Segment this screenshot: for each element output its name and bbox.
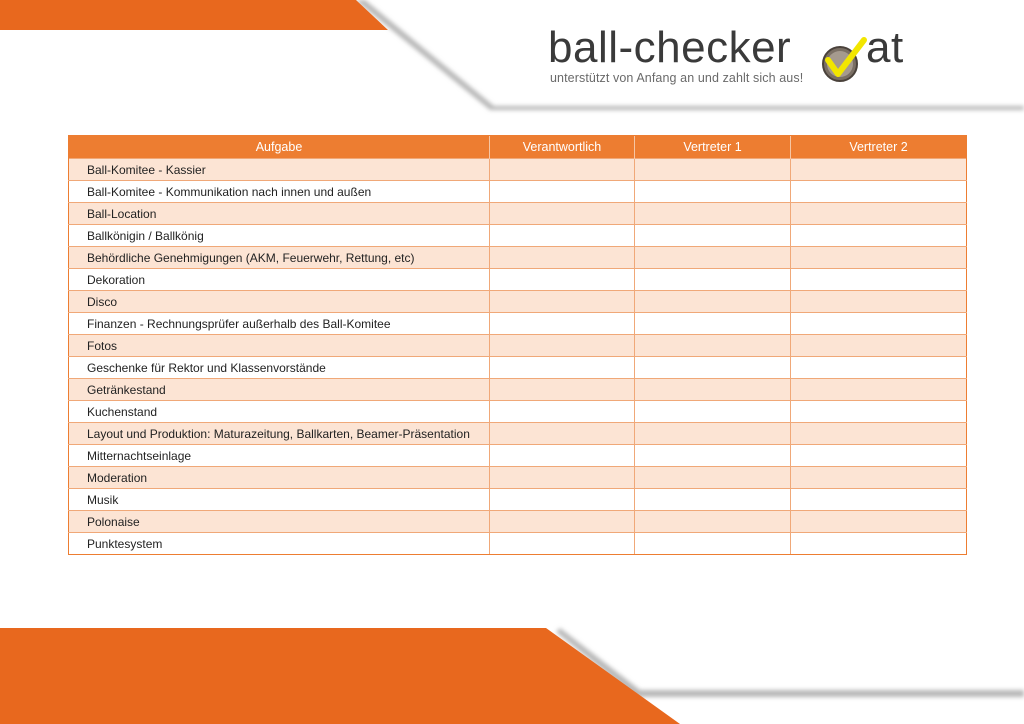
table-row (69, 401, 967, 423)
vertreter-1-cell (635, 489, 791, 511)
task-cell: Polonaise (69, 511, 490, 533)
vertreter-1-cell (635, 203, 791, 225)
table-row (69, 489, 967, 511)
table-row (69, 181, 967, 203)
table-header-row (69, 136, 967, 159)
verantwortlich-cell (490, 489, 635, 511)
vertreter-2-cell (791, 511, 967, 533)
table-row (69, 467, 967, 489)
task-cell: Fotos (69, 335, 490, 357)
vertreter-2-cell (791, 291, 967, 313)
verantwortlich-cell (490, 269, 635, 291)
vertreter-1-cell (635, 269, 791, 291)
table-row (69, 445, 967, 467)
table-row (69, 159, 967, 181)
logo-tagline: unterstützt von Anfang an und zahlt sich aus! (550, 71, 804, 85)
verantwortlich-cell (490, 445, 635, 467)
checkmark-ball-icon (820, 36, 868, 84)
vertreter-2-cell (791, 357, 967, 379)
verantwortlich-cell (490, 357, 635, 379)
task-cell: Getränkestand (69, 379, 490, 401)
vertreter-1-cell (635, 511, 791, 533)
task-cell: Finanzen - Rechnungsprüfer außerhalb des Ball-Komitee (69, 313, 490, 335)
task-table (68, 135, 967, 555)
table-row (69, 533, 967, 555)
table-row (69, 313, 967, 335)
vertreter-2-cell (791, 401, 967, 423)
vertreter-1-cell (635, 379, 791, 401)
verantwortlich-cell (490, 511, 635, 533)
vertreter-2-cell (791, 489, 967, 511)
vertreter-1-cell (635, 533, 791, 555)
table-row (69, 423, 967, 445)
header-vertreter-1: Vertreter 1 (635, 136, 791, 159)
verantwortlich-cell (490, 379, 635, 401)
vertreter-2-cell (791, 225, 967, 247)
table-row (69, 225, 967, 247)
logo-tld: at (866, 23, 904, 72)
verantwortlich-cell (490, 203, 635, 225)
task-cell: Moderation (69, 467, 490, 489)
verantwortlich-cell (490, 225, 635, 247)
vertreter-1-cell (635, 467, 791, 489)
vertreter-1-cell (635, 335, 791, 357)
verantwortlich-cell (490, 159, 635, 181)
logo-name: ball-checker (548, 23, 792, 72)
verantwortlich-cell (490, 181, 635, 203)
table-row (69, 247, 967, 269)
verantwortlich-cell (490, 467, 635, 489)
verantwortlich-cell (490, 533, 635, 555)
vertreter-2-cell (791, 335, 967, 357)
task-cell: Mitternachtseinlage (69, 445, 490, 467)
task-cell: Disco (69, 291, 490, 313)
vertreter-1-cell (635, 225, 791, 247)
table-row (69, 511, 967, 533)
task-cell: Ball-Komitee - Kassier (69, 159, 490, 181)
vertreter-1-cell (635, 181, 791, 203)
verantwortlich-cell (490, 247, 635, 269)
verantwortlich-cell (490, 335, 635, 357)
table-row (69, 291, 967, 313)
brand-logo (548, 24, 928, 94)
vertreter-1-cell (635, 401, 791, 423)
vertreter-2-cell (791, 313, 967, 335)
vertreter-1-cell (635, 159, 791, 181)
task-cell: Layout und Produktion: Maturazeitung, Ballkarten, Beamer-Präsentation (69, 423, 490, 445)
header-verantwortlich: Verantwortlich (490, 136, 635, 159)
task-cell: Behördliche Genehmigungen (AKM, Feuerwehr, Rettung, etc) (69, 247, 490, 269)
vertreter-1-cell (635, 357, 791, 379)
vertreter-2-cell (791, 467, 967, 489)
task-cell: Ball-Komitee - Kommunikation nach innen und außen (69, 181, 490, 203)
task-cell: Musik (69, 489, 490, 511)
vertreter-1-cell (635, 247, 791, 269)
verantwortlich-cell (490, 401, 635, 423)
top-orange-band (0, 0, 388, 30)
vertreter-2-cell (791, 379, 967, 401)
table-row (69, 335, 967, 357)
task-cell: Dekoration (69, 269, 490, 291)
vertreter-1-cell (635, 291, 791, 313)
task-cell: Punktesystem (69, 533, 490, 555)
vertreter-2-cell (791, 423, 967, 445)
vertreter-1-cell (635, 423, 791, 445)
table-row (69, 357, 967, 379)
verantwortlich-cell (490, 313, 635, 335)
table-row (69, 269, 967, 291)
vertreter-2-cell (791, 247, 967, 269)
vertreter-1-cell (635, 445, 791, 467)
vertreter-2-cell (791, 181, 967, 203)
task-cell: Ballkönigin / Ballkönig (69, 225, 490, 247)
header-vertreter-2: Vertreter 2 (791, 136, 967, 159)
table-body (69, 159, 967, 555)
task-cell: Kuchenstand (69, 401, 490, 423)
vertreter-2-cell (791, 159, 967, 181)
header-aufgabe: Aufgabe (69, 136, 490, 159)
table-row (69, 203, 967, 225)
verantwortlich-cell (490, 291, 635, 313)
table-row (69, 379, 967, 401)
verantwortlich-cell (490, 423, 635, 445)
vertreter-2-cell (791, 269, 967, 291)
vertreter-2-cell (791, 445, 967, 467)
vertreter-2-cell (791, 533, 967, 555)
task-cell: Geschenke für Rektor und Klassenvorstände (69, 357, 490, 379)
vertreter-2-cell (791, 203, 967, 225)
task-cell: Ball-Location (69, 203, 490, 225)
vertreter-1-cell (635, 313, 791, 335)
